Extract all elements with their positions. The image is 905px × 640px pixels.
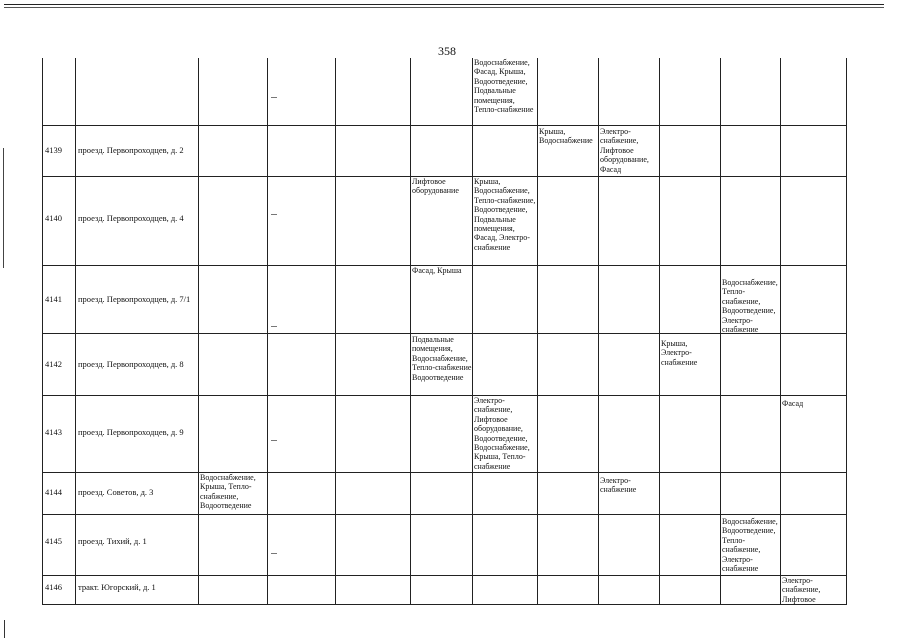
row-address: проезд. Первопроходцев, д. 8: [78, 359, 184, 369]
table-cell: Лифтовое оборудование: [412, 177, 459, 196]
row-address: проезд. Советов, д. 3: [78, 487, 154, 497]
table-cell: Подвальные помещения, Водоснабжение, Тепло-снабжение Водоотведение: [412, 335, 472, 382]
table-hline: [42, 575, 847, 576]
table-vline: [75, 58, 76, 605]
table-cell: Крыша, Водоснабжение: [539, 127, 593, 146]
table-cell: Фасад: [782, 399, 804, 408]
scan-margin-mark-bottom: [4, 620, 5, 638]
row-number: 4146: [45, 582, 62, 592]
table-cell: Электро-снабжение, Лифтовое оборудование, Водоотведение, Водоснабжение, Крыша, Тепло-снабжение: [474, 396, 530, 471]
page-number: 358: [438, 44, 456, 58]
table-cell: Электро-снабжение, Лифтовое оборудование, Фасад: [600, 127, 649, 174]
table-vline: [846, 58, 847, 605]
row-number: 4139: [45, 145, 62, 155]
table-cell: Крыша, Электро-снабжение: [661, 339, 698, 367]
table-cell: Фасад, Крыша: [412, 266, 462, 275]
row-number: 4141: [45, 294, 62, 304]
row-number: 4144: [45, 487, 62, 497]
table-hline: [42, 125, 847, 126]
row-address: тракт. Югорский, д. 1: [78, 582, 156, 592]
top-border-line: [4, 4, 884, 5]
continuation-cell: Водоснабжение, Фасад, Крыша, Водоотведение, Подвальные помещения, Тепло-снабжение: [474, 58, 534, 115]
table-vline: [198, 58, 199, 605]
table-cell: Крыша, Водоснабжение, Тепло-снабжение, Водоотведение, Подвальные помещения, Фасад, Электро-снабжение: [474, 177, 536, 252]
row-address: проезд. Тихий, д. 1: [78, 536, 147, 546]
row-address: проезд. Первопроходцев, д. 2: [78, 145, 184, 155]
table-vline: [410, 58, 411, 605]
table-cell: Водоснабжение, Водоотведение, Тепло-снабжение, Электро-снабжение: [722, 517, 778, 574]
row-number: 4140: [45, 213, 62, 223]
table-cell: Электро-снабжение, Лифтовое: [782, 576, 821, 604]
row-address: проезд. Первопроходцев, д. 7/1: [78, 294, 191, 304]
scan-tick: [271, 326, 277, 327]
table-hline: [42, 514, 847, 515]
table-hline: [42, 604, 847, 605]
table-vline: [537, 58, 538, 605]
row-address: проезд. Первопроходцев, д. 9: [78, 427, 184, 437]
table-vline: [720, 58, 721, 605]
scan-tick: [271, 214, 277, 215]
row-address: проезд. Первопроходцев, д. 4: [78, 213, 184, 223]
table-vline: [42, 58, 43, 605]
row-number: 4145: [45, 536, 62, 546]
scan-tick: [271, 97, 277, 98]
row-number: 4143: [45, 427, 62, 437]
table-vline: [472, 58, 473, 605]
scan-tick: [271, 553, 277, 554]
scan-tick: [271, 440, 277, 441]
table-vline: [335, 58, 336, 605]
top-border-line-2: [4, 7, 884, 8]
table-hline: [42, 472, 847, 473]
table-vline: [267, 58, 268, 605]
table-cell: Водоснабжение, Тепло-снабжение, Водоотведение, Электро-снабжение: [722, 278, 778, 335]
table-cell: Водоснабжение, Крыша, Тепло-снабжение, Водоотведение: [200, 473, 256, 511]
table-cell: Электро-снабжение: [600, 476, 637, 495]
row-number: 4142: [45, 359, 62, 369]
table-hline: [42, 395, 847, 396]
scan-margin-mark: [3, 148, 4, 268]
